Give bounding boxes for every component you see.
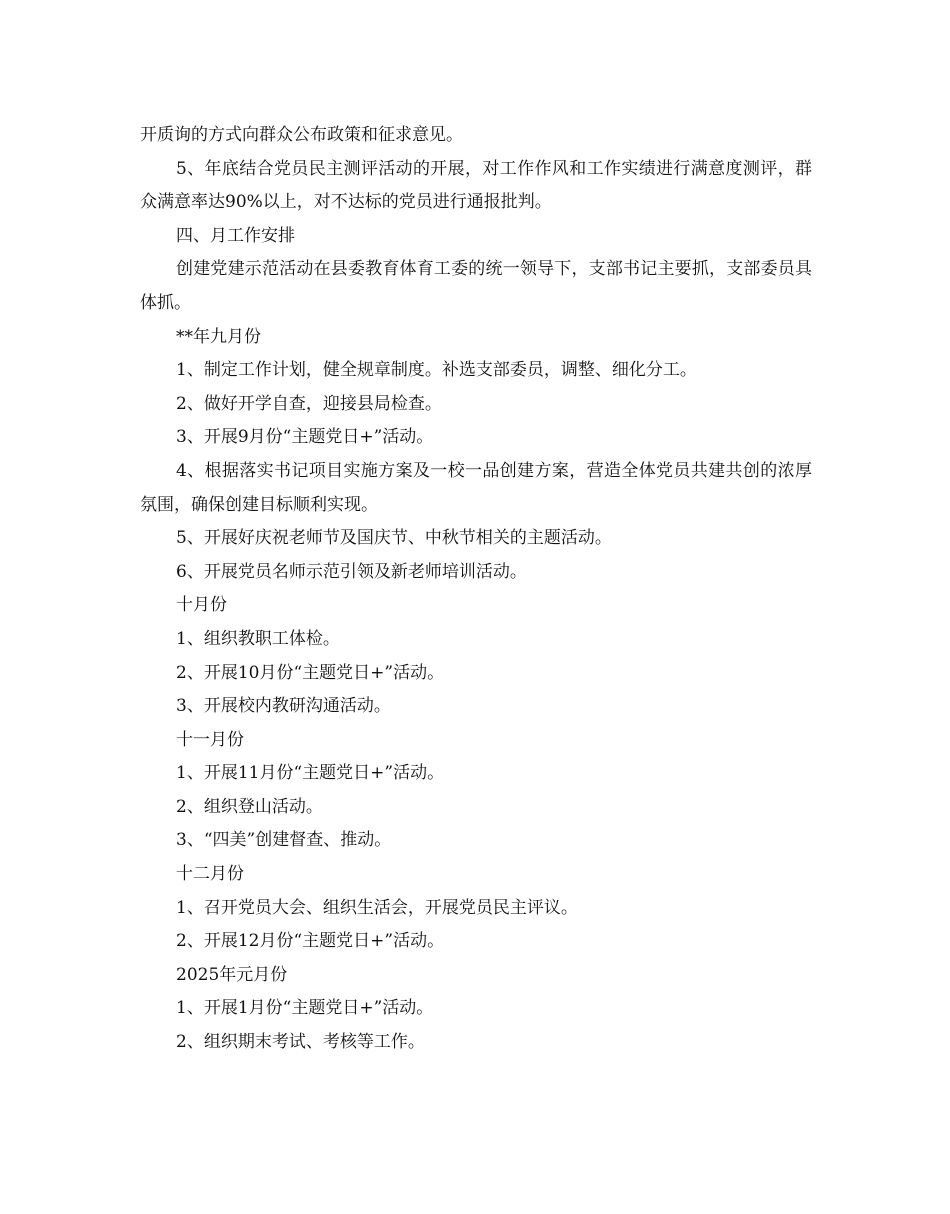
list-item: 1、制定工作计划，健全规章制度。补选支部委员，调整、细化分工。 xyxy=(176,360,697,381)
list-item: 6、开展党员名师示范引领及新老师培训活动。 xyxy=(176,561,527,582)
list-item: 5、开展好庆祝老师节及国庆节、中秋节相关的主题活动。 xyxy=(176,528,612,549)
list-item: 2、开展10月份“主题党日+”活动。 xyxy=(176,662,445,683)
month-heading: 十月份 xyxy=(176,595,227,616)
list-item: 2、组织登山活动。 xyxy=(176,796,323,817)
list-item: 2、组织期末考试、考核等工作。 xyxy=(176,1032,425,1053)
list-item: 1、组织教职工体检。 xyxy=(176,628,340,649)
month-heading: 十一月份 xyxy=(176,729,244,750)
list-item: 3、开展9月份“主题党日+”活动。 xyxy=(176,427,434,448)
list-item: 3、开展校内教研沟通活动。 xyxy=(176,696,391,717)
paragraph: 创建党建示范活动在县委教育体育工委的统一领导下，支部书记主要抓，支部委员具体抓。 xyxy=(140,259,812,313)
month-heading: 2025年元月份 xyxy=(176,964,288,985)
list-item: 2、开展12月份“主题党日+”活动。 xyxy=(176,931,445,952)
list-item: 4、根据落实书记项目实施方案及一校一品创建方案，营造全体党员共建共创的浓厚氛围，确保创建目标顺利实现。 xyxy=(140,460,812,515)
month-heading: **年九月份 xyxy=(176,326,261,347)
paragraph: 开质询的方式向群众公布政策和征求意见。 xyxy=(140,125,463,145)
list-item: 1、召开党员大会、组织生活会，开展党员民主评议。 xyxy=(176,897,578,918)
paragraph: 5、年底结合党员民主测评活动的开展，对工作作风和工作实绩进行满意度测评，群众满意率达90%以上，对不达标的党员进行通报批判。 xyxy=(140,158,812,213)
list-item: 1、开展11月份“主题党日+”活动。 xyxy=(176,763,445,784)
section-heading: 四、月工作安排 xyxy=(176,225,295,246)
list-item: 1、开展1月份“主题党日+”活动。 xyxy=(176,998,434,1019)
document-body xyxy=(140,119,812,1060)
month-heading: 十二月份 xyxy=(176,864,244,885)
list-item: 3、“四美”创建督查、推动。 xyxy=(176,830,392,851)
list-item: 2、做好开学自查，迎接县局检查。 xyxy=(176,393,442,414)
